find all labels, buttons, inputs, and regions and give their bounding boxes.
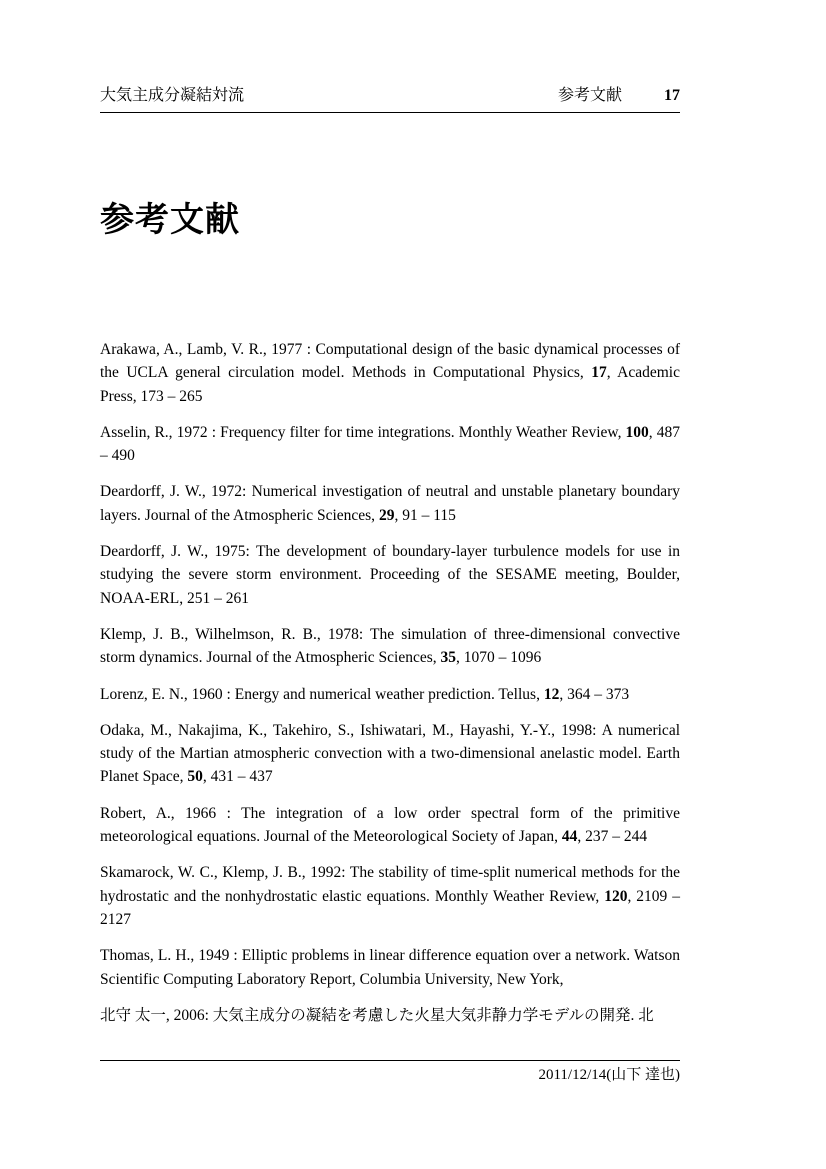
running-head-right	[558, 87, 680, 105]
reference-entry	[100, 623, 680, 670]
reference-text: Robert, A., 1966 : The integration of a low order spectral form of the primitive meteorological equations. Journal of the Meteorological Society of Japan,	[100, 804, 680, 846]
footer-date-author: 2011/12/14(山下 達也)	[538, 1067, 680, 1083]
reference-text: , 2109 – 2127	[100, 887, 680, 928]
volume-number: 35	[440, 649, 457, 667]
reference-text: , 364 – 373	[559, 685, 630, 703]
reference-entry	[100, 421, 680, 468]
page-header	[100, 87, 680, 113]
reference-text: Thomas, L. H., 1949 : Elliptic problems in linear difference equation over a network. Watson Scientific Computing Laboratory Report, Columbia University, New York,	[100, 947, 680, 988]
reference-entry	[100, 944, 680, 991]
reference-text: , 237 – 244	[577, 828, 648, 846]
reference-text: Asselin, R., 1972 : Frequency filter for time integrations. Monthly Weather Review,	[100, 423, 626, 441]
reference-text: Arakawa, A., Lamb, V. R., 1977 : Computational design of the basic dynamical processes of the UCLA general circulation model. Methods in Computational Physics,	[100, 341, 680, 382]
reference-text: Odaka, M., Nakajima, K., Takehiro, S., Ishiwatari, M., Hayashi, Y.-Y., 1998: A numerical study of the Martian atmospheric convection with a two-dimensional anelastic model. Earth Planet Space,	[100, 721, 680, 786]
reference-entry	[100, 540, 680, 610]
chapter-title: 参考文献	[100, 201, 240, 239]
reference-entry	[100, 683, 680, 706]
reference-list	[100, 338, 680, 1040]
reference-entry	[100, 480, 680, 527]
volume-number: 17	[591, 364, 607, 382]
reference-text: , 1070 – 1096	[456, 649, 542, 667]
reference-entry	[100, 338, 680, 408]
volume-number: 100	[625, 423, 649, 441]
reference-text: , 487 – 490	[100, 423, 680, 465]
reference-entry	[100, 1004, 680, 1027]
reference-text: Klemp, J. B., Wilhelmson, R. B., 1978: The simulation of three-dimensional convective storm dynamics. Journal of the Atmospheric Sciences,	[100, 625, 680, 667]
reference-text: , 431 – 437	[202, 768, 273, 786]
volume-number: 29	[378, 506, 395, 524]
reference-text: Deardorff, J. W., 1975: The development of boundary-layer turbulence models for use in studying the severe storm environment. Proceeding of the SESAME meeting, Boulder, NOAA-ERL, 251 – 261	[100, 543, 680, 607]
volume-number: 120	[604, 887, 628, 905]
reference-entry	[100, 861, 680, 931]
footer-rule	[100, 1060, 680, 1061]
reference-entry	[100, 802, 680, 849]
page-number: 17	[664, 87, 680, 104]
reference-text: Skamarock, W. C., Klemp, J. B., 1992: The stability of time-split numerical methods for the hydrostatic and the nonhydrostatic elastic equations. Monthly Weather Review,	[100, 864, 680, 905]
volume-number: 50	[187, 768, 203, 786]
reference-text: , 91 – 115	[394, 506, 456, 524]
reference-text: 北守 太一, 2006: 大気主成分の凝結を考慮した火星大気非静力学モデルの開発. 北	[100, 1006, 654, 1024]
running-head-left-title: 大気主成分凝結対流	[100, 87, 245, 104]
volume-number: 44	[561, 828, 578, 846]
reference-text: Lorenz, E. N., 1960 : Energy and numerical weather prediction. Tellus,	[100, 685, 544, 703]
reference-text: Deardorff, J. W., 1972: Numerical investigation of neutral and unstable planetary boundary layers. Journal of the Atmospheric Sciences,	[100, 483, 680, 524]
volume-number: 12	[543, 685, 560, 703]
running-head-section: 参考文献	[557, 87, 622, 104]
reference-entry	[100, 719, 680, 789]
reference-text: , Academic Press, 173 – 265	[100, 364, 680, 405]
